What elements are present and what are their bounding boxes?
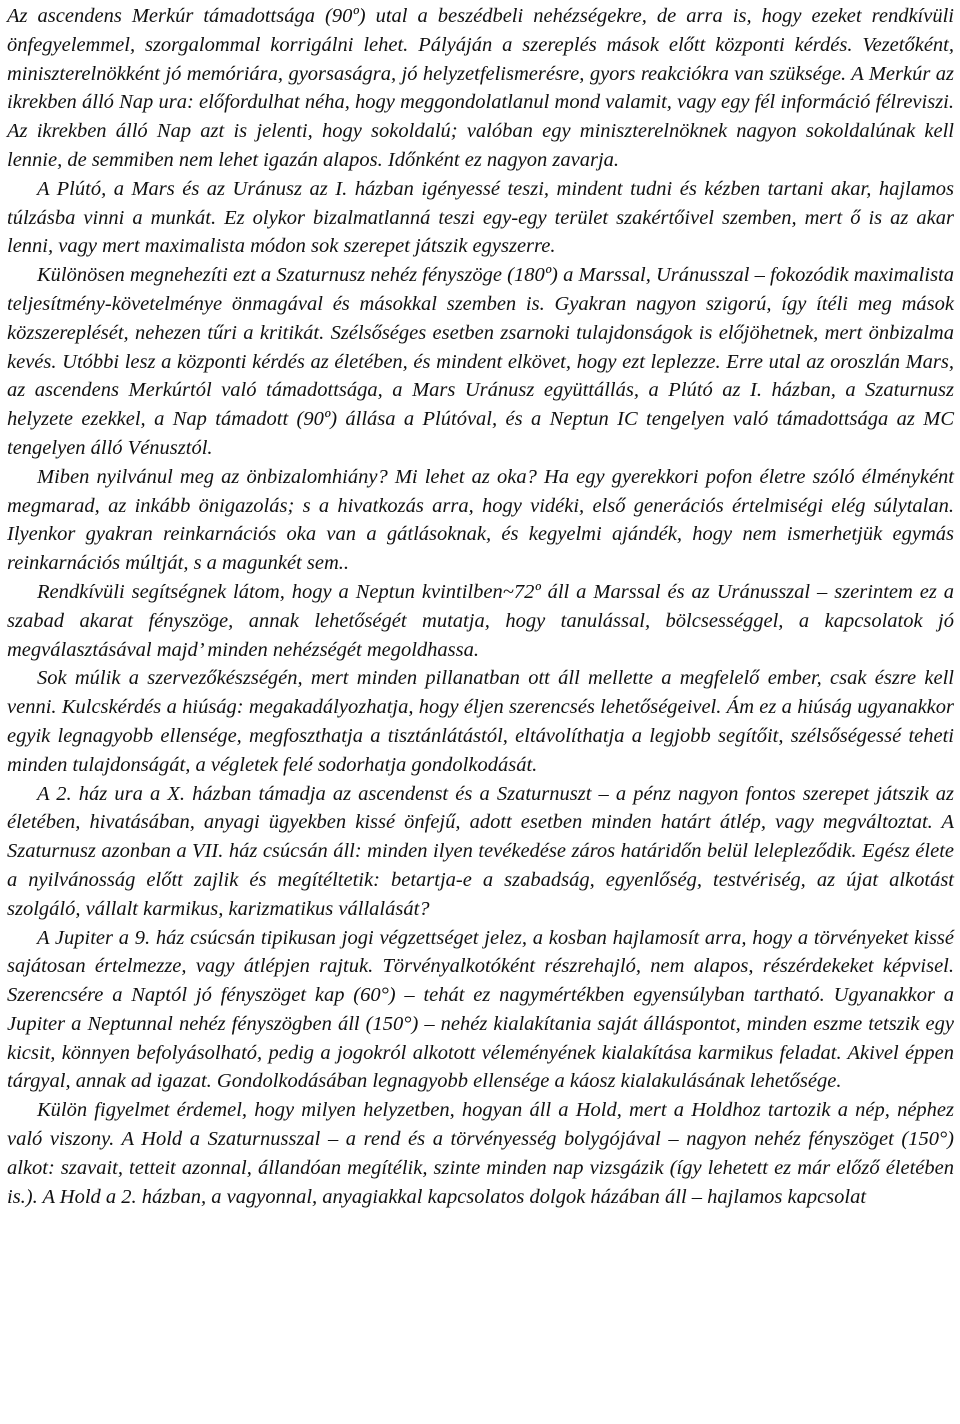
paragraph-merkur: Az ascendens Merkúr támadottsága (90º) utal a beszédbeli nehézségekre, de arra is, hogy ezeket rendkívüli önfegyelemmel, szorgalommal korrigálni lehet. Pályáján a szereplés mások előtt központi kérdés. Vezetőként, miniszterelnökként jó memóriára, gyorsaságra, jó helyzetfelismerésre, gyors reakciókra van szüksége. A Merkúr az ikrekben álló Nap ura: előfordulhat néha, hogy meggondolatlanul mond valamit, vagy egy fél információ félreviszi. Az ikrekben álló Nap azt is jelenti, hogy sokoldalú; valóban egy miniszterelnöknek nagyon sokoldalúnak kell lennie, de semmiben nem lehet igazán alapos. Időnként ez nagyon zavarja. bbox=[7, 5, 954, 171]
paragraph-pluto-mars-uranusz: A Plútó, a Mars és az Uránusz az I. házban igényessé teszi, mindent tudni és kézben tartani akar, hajlamos túlzásba vinni a munkát. Ez olykor bizalmatlanná teszi egy-egy terület szakértőivel szemben, mert ő is az akar lenni, vagy mert maximalista módon sok szerepet játszik egyszerre. bbox=[7, 177, 954, 258]
paragraph-neptun-kvintil: Rendkívüli segítségnek látom, hogy a Neptun kvintilben~72º áll a Marssal és az Uránusszal – szerintem ez a szabad akarat fényszöge, annak lehetőségét mutatja, hogy tanulással, bölcsességgel, a kapcsolatok jó megválasztásával majd’ minden nehézségét megoldhassa. bbox=[7, 580, 954, 661]
paragraph-jupiter: A Jupiter a 9. ház csúcsán tipikusan jogi végzettséget jelez, a kosban hajlamosít arra, hogy a törvényeket kissé sajátosan értelmezze, vagy átlépjen rajtuk. Törvényalkotóként részrehajló, nem alapos, részérdekeket képvisel. Szerencsére a Naptól jó fényszöget kap (60°) – tehát ez nagymértékben egyensúlyban tartható. Ugyanakkor a Jupiter a Neptunnal nehéz fényszögben áll (150°) – nehéz kialakítania saját álláspontot, minden eszme tetszik egy kicsit, könnyen befolyásolható, pedig a jogokról alkotott véleményének kialakítása karmikus feladat. Akivel éppen tárgyal, annak ad igazat. Gondolkodásában legnagyobb ellensége a káosz kialakulásának lehetősége. bbox=[7, 926, 954, 1093]
paragraph-masodik-haz: A 2. ház ura a X. házban támadja az ascendenst és a Szaturnuszt – a pénz nagyon fontos szerepet játszik az életében, hivatásában, anyagi ügyekben kissé önfejű, adott esetben minden határt átlép, vagy megváltoztat. A Szaturnusz azonban a VII. ház csúcsán áll: minden ilyen tevékedése záros határidőn belül lelepleződik. Egész élete a nyilvánosság előtt zajlik és megítéltetik: betartja-e a szabadság, egyenlőség, testvériség, az újat alkotást szolgáló, vállalt karmikus, karizmatikus vállalását? bbox=[7, 782, 954, 920]
paragraph-onbizalomhiany: Miben nyilvánul meg az önbizalomhiány? Mi lehet az oka? Ha egy gyerekkori pofon életre szóló élményként megmarad, az inkább önigazolás; s a hivatkozás arra, hogy vidéki, első generációs értelmiségi elég súlytalan. Ilyenkor gyakran reinkarnációs oka van a gátlásoknak, és kegyelmi ajándék, hogy nem ismerhetjük egymás reinkarnációs múltját, s a magunkét sem.. bbox=[7, 465, 954, 575]
paragraph-szaturnusz: Különösen megnehezíti ezt a Szaturnusz nehéz fényszöge (180º) a Marssal, Uránusszal – fokozódik maximalista teljesítmény-követelménye önmagával és másokkal szemben is. Gyakran nagyon szigorú, így ítéli meg mások közszereplését, nehezen tűri a kritikát. Szélsőséges esetben zsarnoki tulajdonságok is előjöhetnek, mert önbizalma kevés. Utóbbi lesz a központi kérdés az életében, és mindent elkövet, hogy ezt leplezze. Erre utal az oroszlán Mars, az ascendens Merkúrtól való támadottsága, a Mars Uránusz együttállás, a Plútó az I. házban, a Szaturnusz helyzete ezekkel, a Nap támadott (90º) állása a Plútóval, és a Neptun IC tengelyen való támadottsága az MC tengelyen álló Vénusztól. bbox=[7, 264, 954, 459]
paragraph-hold: Külön figyelmet érdemel, hogy milyen helyzetben, hogyan áll a Hold, mert a Holdhoz tartozik a nép, néphez való viszony. A Hold a Szaturnusszal – a rend és a törvényesség bolygójával – nagyon nehéz fényszöget (150°) alkot: szavait, tetteit azonnal, állandóan megítélik, szinte minden nap vizsgázik (így lehetett ez már előző életében is.). A Hold a 2. házban, a vagyonnal, anyagiakkal kapcsolatos dolgok házában áll – hajlamos kapcsolat bbox=[7, 1099, 954, 1208]
paragraph-szervezokeszseg: Sok múlik a szervezőkészségén, mert minden pillanatban ott áll mellette a megfelelő ember, csak észre kell venni. Kulcskérdés a hiúság: megakadályozhatja, hogy éljen szerencsés lehetőségeivel. Ám ez a hiúság ugyanakkor egyik legnagyobb ellensége, megfoszthatja a tisztánlátástól, eltávolíthatja a legjobb segítőit, szélsőségessé teheti minden tulajdonságát, a végletek felé sodorhatja gondolkodását. bbox=[7, 667, 954, 776]
